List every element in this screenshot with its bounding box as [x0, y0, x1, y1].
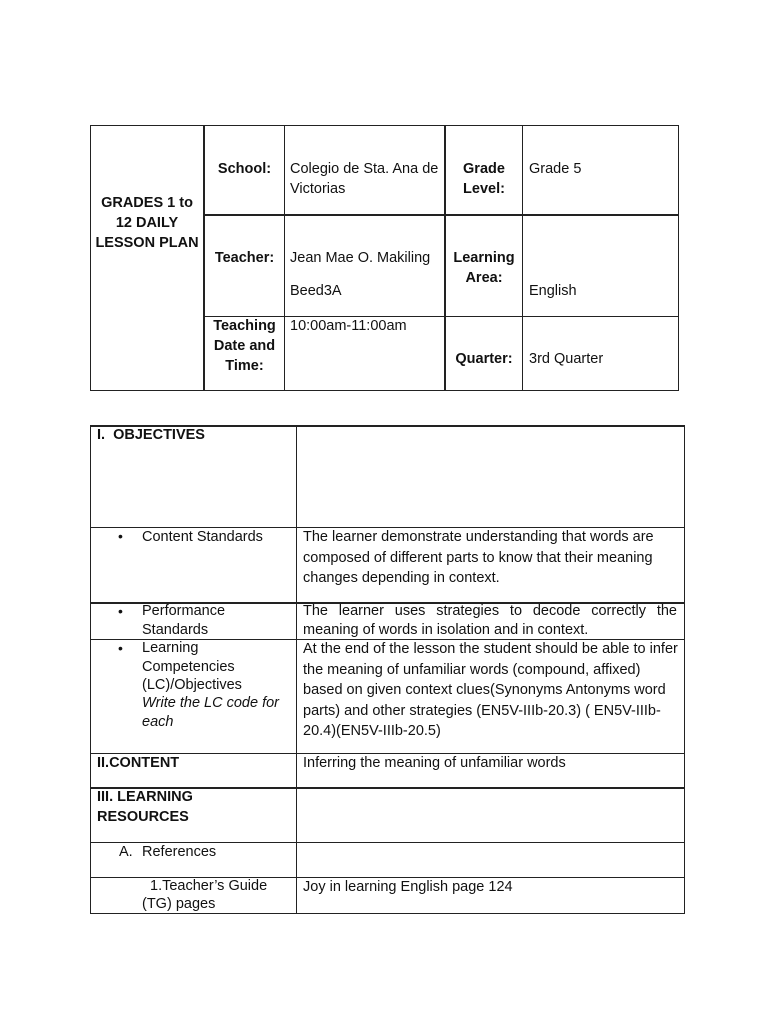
content-standards-value: The learner demonstrate understanding that words are composed of different parts to know that their meaning changes depending in context.	[303, 529, 654, 586]
quarter-label: Quarter:	[455, 351, 513, 367]
performance-standards-value: The learner uses strategies to decode correctly the meaning of words in isolation and in context.	[303, 603, 677, 638]
teacher-section: Beed3A	[290, 283, 342, 299]
plan-title: GRADES 1 to 12 DAILY LESSON PLAN	[95, 195, 199, 251]
competencies-note: Write the LC code for each	[142, 695, 279, 730]
teachers-guide-value: Joy in learning English page 124	[303, 879, 513, 895]
teachers-guide-label: 1.Teacher’s Guide (TG) pages	[142, 878, 268, 912]
bullet-icon: •	[118, 603, 123, 619]
quarter-value: 3rd Quarter	[529, 351, 604, 367]
teacher-value: Jean Mae O. Makiling	[290, 250, 431, 266]
area-value: English	[529, 283, 577, 299]
school-value: Colegio de Sta. Ana de Victorias	[290, 161, 439, 197]
performance-standards-label: Performance Standards	[142, 603, 226, 638]
content-heading: II.CONTENT	[97, 755, 180, 771]
area-label: Learning Area:	[453, 250, 515, 286]
bullet-icon: •	[118, 528, 123, 544]
competencies-value: At the end of the lesson the student should be able to infer the meaning of unfamiliar words (compound, affixed) based on given context clues(Synonyms Antonyms word parts) and other strategies (EN5V-IIIb-20.3) ( EN5V-IIIb-20.4)(EN5V-IIIb-20.5)	[303, 641, 678, 739]
objectives-heading: I. OBJECTIVES	[97, 427, 205, 443]
references-label: References	[142, 844, 217, 860]
grade-value: Grade 5	[529, 161, 582, 177]
school-label: School:	[217, 161, 272, 177]
content-value: Inferring the meaning of unfamiliar words	[303, 755, 566, 771]
teacher-label: Teacher:	[214, 250, 275, 266]
references-marker: A.	[119, 844, 133, 860]
grade-label: Grade Level:	[463, 161, 505, 197]
content-standards-label: Content Standards	[142, 529, 263, 545]
resources-heading: III. LEARNING RESOURCES	[97, 789, 193, 825]
datetime-label: Teaching Date and Time:	[213, 318, 276, 374]
competencies-label: Learning Competencies (LC)/Objectives	[142, 640, 242, 693]
bullet-icon: •	[118, 640, 123, 656]
datetime-value: 10:00am-11:00am	[290, 318, 407, 334]
